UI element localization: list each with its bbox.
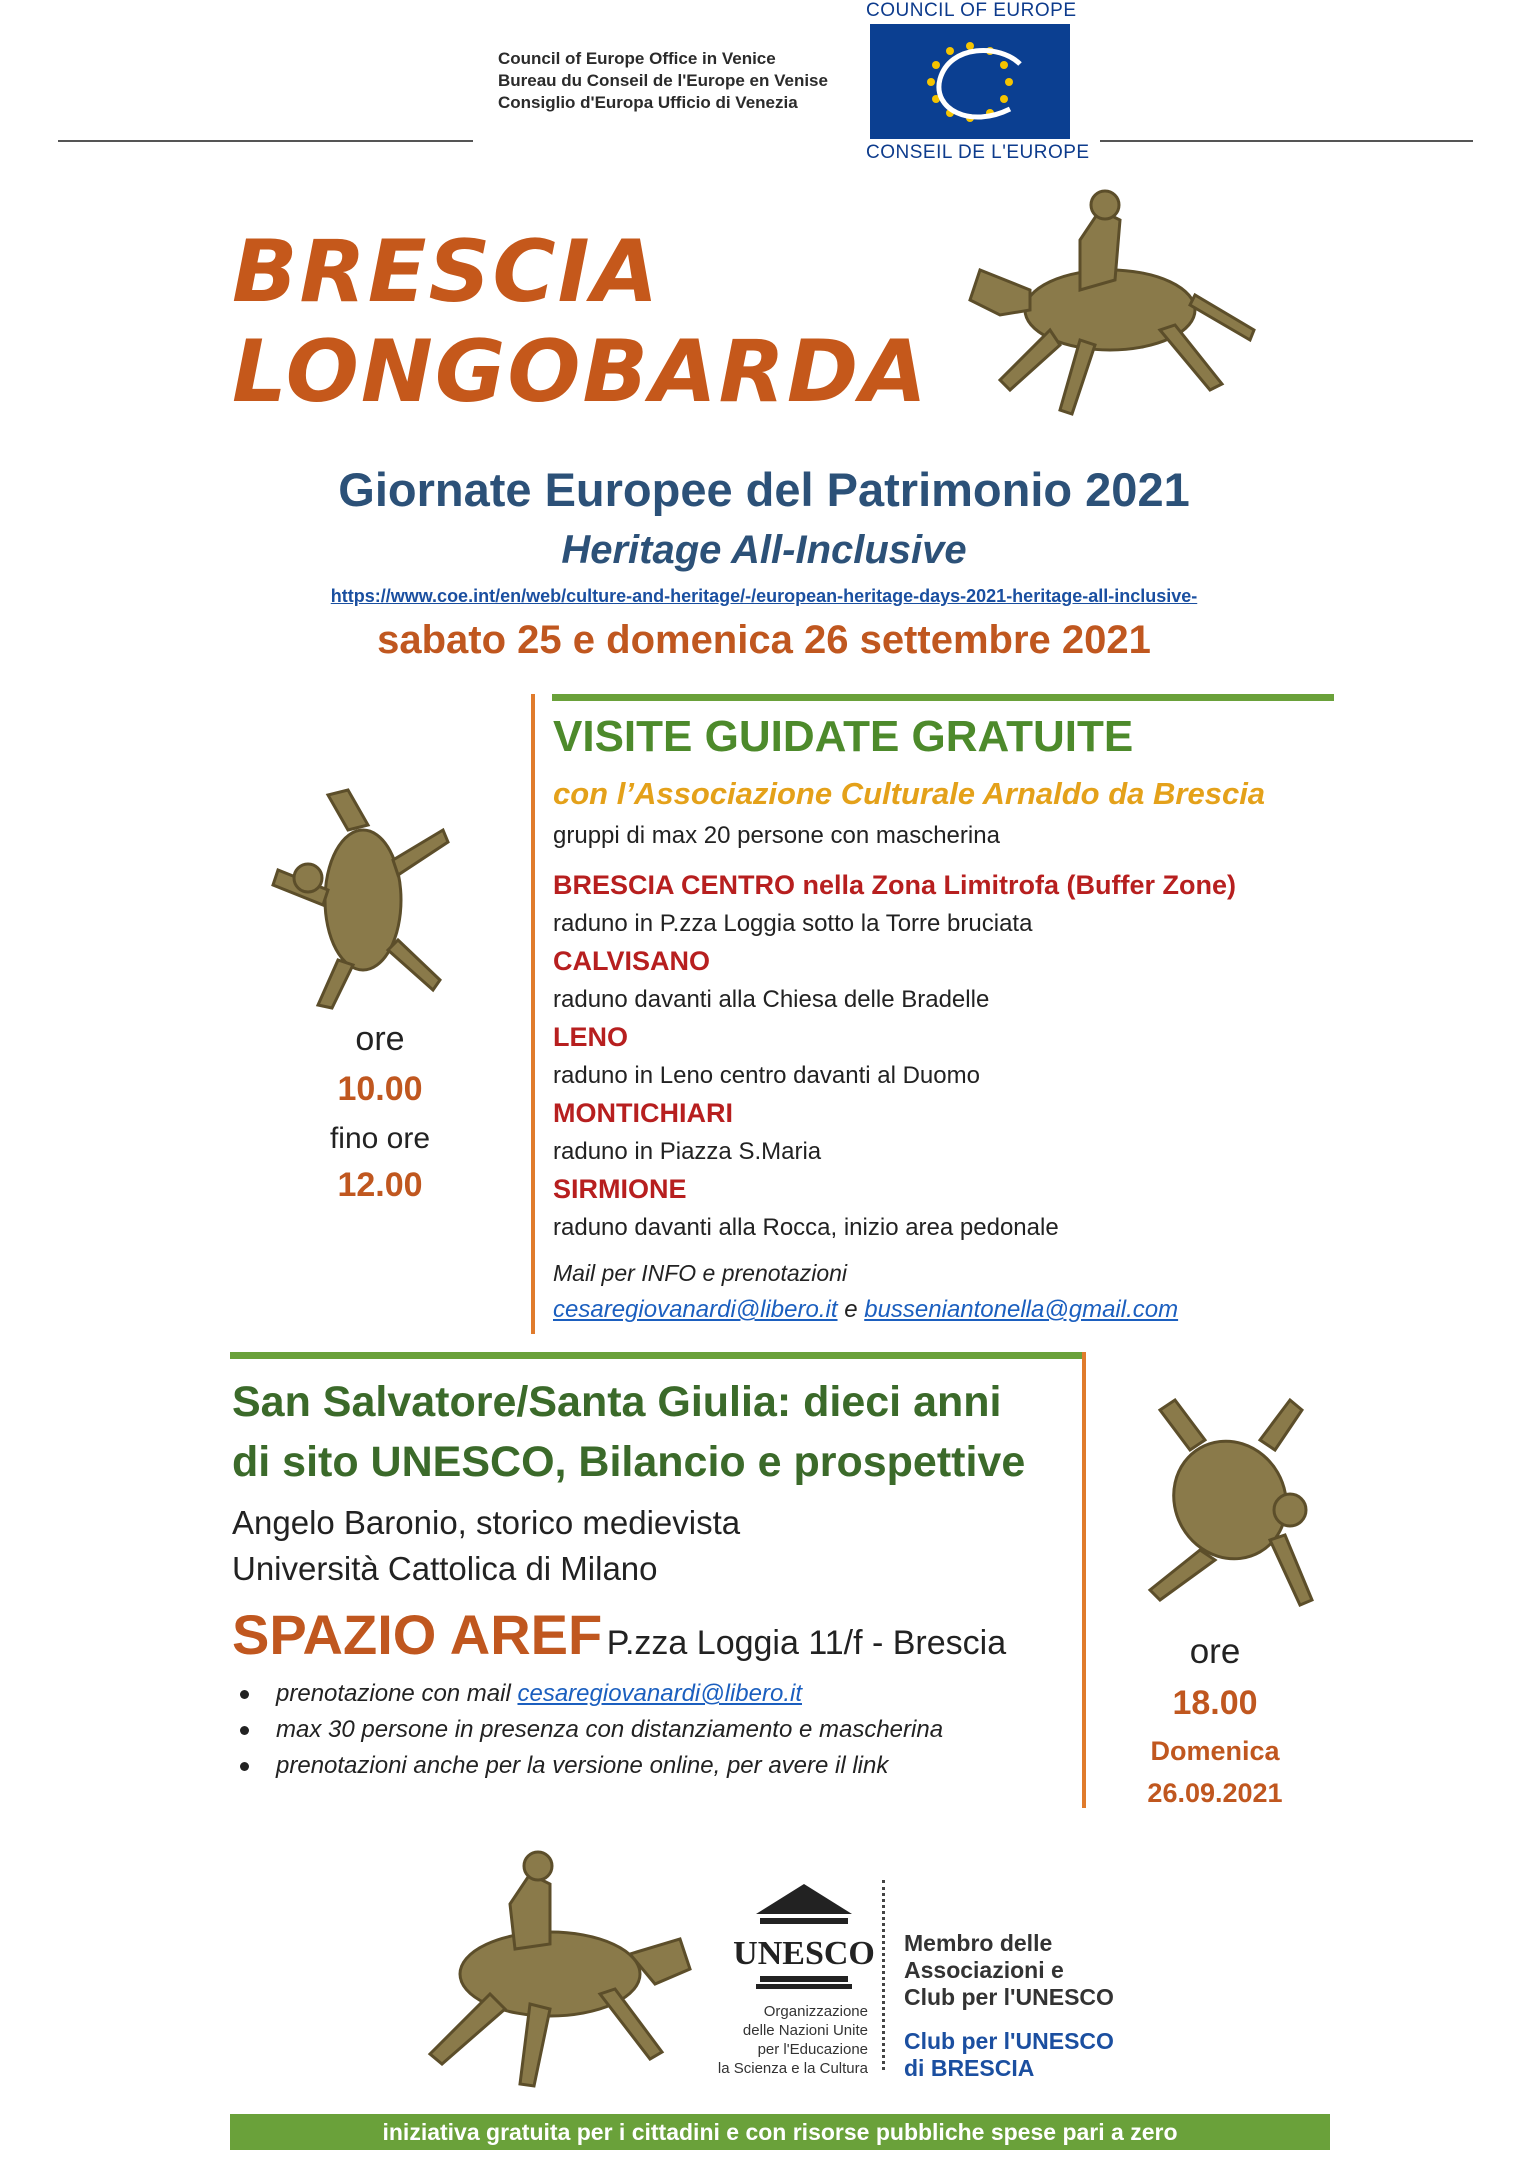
coe-office-text [498, 48, 828, 114]
club-line: di BRESCIA [904, 2055, 1035, 2081]
member-line: Club per l'UNESCO [904, 1984, 1114, 2010]
conference-time-label: ore [1189, 1632, 1241, 1671]
header-rule-left [58, 140, 473, 142]
contact-emails [553, 1296, 1178, 1324]
unesco-org-line: per l'Educazione [757, 2041, 868, 2058]
title-line: LONGOBARDA [232, 322, 929, 422]
bullet-text: max 30 persone in presenza con distanziamento e mascherina [276, 1716, 944, 1743]
location-desc: raduno in Leno centro davanti al Duomo [553, 1062, 980, 1089]
location-desc: raduno in P.zza Loggia sotto la Torre bruciata [553, 910, 1033, 937]
location-place: BRESCIA CENTRO nella Zona Limitrofa (Buffer Zone) [553, 870, 1237, 900]
event-name: Giornate Europee del Patrimonio 2021 [338, 463, 1190, 516]
venue-address: P.zza Loggia 11/f - Brescia [606, 1624, 1007, 1662]
location-desc: raduno davanti alla Rocca, inizio area pedonale [553, 1214, 1059, 1241]
coe-stars-icon [870, 24, 1070, 139]
email-link[interactable]: cesaregiovanardi@libero.it [517, 1680, 802, 1707]
member-line: Associazioni e [904, 1957, 1064, 1983]
conference-time-hour: 18.00 [1172, 1684, 1258, 1722]
email-link[interactable]: cesaregiovanardi@libero.it [553, 1296, 838, 1323]
location-desc: raduno in Piazza S.Maria [553, 1138, 822, 1165]
conference-date: 26.09.2021 [1147, 1778, 1283, 1808]
speaker-name: Angelo Baronio, storico medievista [232, 1504, 741, 1541]
coe-logo-bottom-text: CONSEIL DE L'EUROPE [866, 142, 1090, 163]
conference-top-bar [230, 1352, 1086, 1359]
conference-title [232, 1372, 1025, 1492]
unesco-org-text [650, 2002, 868, 2078]
event-theme: Heritage All-Inclusive [561, 528, 967, 572]
visits-top-bar [552, 694, 1334, 701]
email-link[interactable]: busseniantonella@gmail.com [864, 1296, 1179, 1323]
speaker-affiliation: Università Cattolica di Milano [232, 1550, 658, 1587]
conference-day: Domenica [1150, 1736, 1280, 1766]
location-place: SIRMIONE [553, 1174, 687, 1204]
coe-office-line: Council of Europe Office in Venice [498, 49, 776, 68]
unesco-divider [882, 1880, 885, 2070]
conference-speaker [232, 1500, 740, 1592]
coe-logo-top-text: COUNCIL OF EUROPE [866, 0, 1077, 21]
footer-banner: iniziativa gratuita per i cittadini e con risorse pubbliche spese pari a zero [230, 2114, 1330, 2150]
coe-office-line: Consiglio d'Europa Ufficio di Venezia [498, 93, 798, 112]
event-url-link[interactable]: https://www.coe.int/en/web/culture-and-heritage/-/european-heritage-days-2021-heritage-all-inclusive- [330, 586, 1198, 606]
conference-title-line: di sito UNESCO, Bilancio e prospettive [232, 1438, 1026, 1486]
visit-time-start: 10.00 [337, 1070, 423, 1108]
bullet-text: prenotazione con mail [276, 1680, 511, 1707]
horse-rider-image [1130, 1390, 1330, 1610]
unesco-logo-icon [733, 1880, 875, 1990]
title-line: BRESCIA [232, 222, 661, 322]
visits-left-bar [531, 694, 535, 1334]
unesco-org-line: Organizzazione [763, 2003, 868, 2020]
list-item [232, 1676, 943, 1712]
conference-right-bar [1082, 1352, 1086, 1808]
event-dates: sabato 25 e domenica 26 settembre 2021 [377, 618, 1151, 662]
location-place: MONTICHIARI [553, 1098, 733, 1128]
location-place: CALVISANO [553, 946, 711, 976]
bullet-icon [240, 1726, 249, 1735]
list-item [232, 1712, 943, 1748]
bullet-icon [240, 1762, 249, 1771]
coe-office-line: Bureau du Conseil de l'Europe en Venise [498, 71, 828, 90]
unesco-club-text [904, 2028, 1114, 2082]
email-and: e [844, 1296, 858, 1323]
member-line: Membro delle [904, 1930, 1053, 1956]
horse-rider-image [960, 180, 1260, 440]
location-place: LENO [553, 1022, 629, 1052]
unesco-logo-text: UNESCO [733, 1935, 875, 1972]
header-rule-right [1100, 140, 1473, 142]
visits-heading: VISITE GUIDATE GRATUITE [553, 712, 1134, 761]
page-title [232, 222, 929, 422]
visits-note: gruppi di max 20 persone con mascherina [553, 822, 1000, 849]
mail-label: Mail per INFO e prenotazioni [553, 1260, 848, 1286]
conference-notes [232, 1676, 943, 1784]
visit-time-label: fino ore [329, 1122, 431, 1155]
unesco-org-line: la Scienza e la Cultura [717, 2060, 868, 2077]
venue-name: SPAZIO AREF [232, 1603, 603, 1666]
unesco-org-line: delle Nazioni Unite [742, 2022, 868, 2039]
visit-time-label: ore [355, 1020, 405, 1058]
bullet-icon [240, 1690, 249, 1699]
visits-organizer: con l’Associazione Culturale Arnaldo da Brescia [553, 776, 1266, 811]
conference-venue [232, 1602, 1006, 1667]
coe-logo [870, 24, 1070, 139]
horse-rider-image [268, 790, 458, 1010]
location-desc: raduno davanti alla Chiesa delle Bradelle [553, 986, 990, 1013]
club-line: Club per l'UNESCO [904, 2028, 1114, 2054]
unesco-member-text [904, 1930, 1114, 2011]
bullet-text: prenotazioni anche per la versione online, per avere il link [276, 1752, 889, 1779]
list-item [232, 1748, 943, 1784]
visit-time-end: 12.00 [337, 1166, 423, 1204]
conference-title-line: San Salvatore/Santa Giulia: dieci anni [232, 1378, 1002, 1426]
